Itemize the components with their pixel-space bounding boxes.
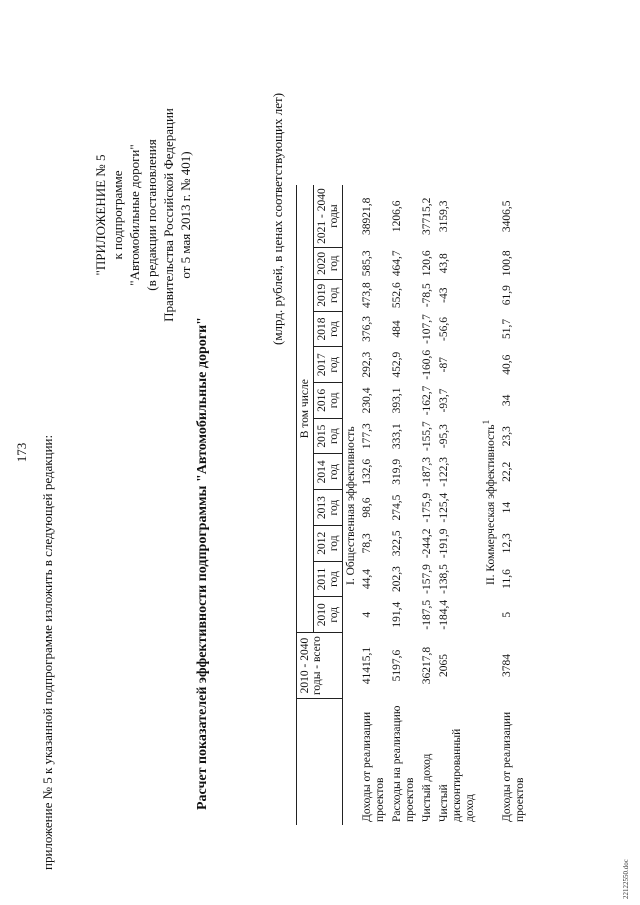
table-cell: 585,3 <box>361 250 373 277</box>
appendix-header <box>92 65 194 365</box>
row-total: 2065 <box>438 654 450 678</box>
year-header: 2015 год <box>314 418 343 454</box>
row-total: 41415,1 <box>361 646 373 685</box>
appendix-line: "Автомобильные дороги" <box>127 144 142 286</box>
table-cell: 319,9 <box>391 458 403 485</box>
table-cell: 37715,2 <box>421 197 433 236</box>
table-cell: 38921,8 <box>361 197 373 236</box>
year-header: 2021 - 2040 годы <box>314 185 343 247</box>
appendix-line: Правительства Российской Федерации <box>161 108 176 322</box>
page-number: 173 <box>14 442 29 463</box>
table-cell: 4 <box>361 611 373 618</box>
efficiency-table <box>296 185 529 825</box>
table-cell: -43 <box>438 287 450 303</box>
table-cell: 40,6 <box>500 354 513 375</box>
table-cell: 78,3 <box>361 533 373 554</box>
table-cell: -162,7 <box>421 385 433 416</box>
table-cell: -160,6 <box>421 349 433 380</box>
table-cell: -95,3 <box>438 424 450 449</box>
year-header: 2013 год <box>314 490 343 526</box>
table-cell: -107,7 <box>421 314 433 344</box>
row-label: Доходы от реализации проектов <box>361 711 386 822</box>
footer-code: 22122550.doc <box>622 859 630 899</box>
table-cell: 120,6 <box>421 250 433 277</box>
table-cell: 484 <box>391 320 403 338</box>
year-header: 2011 год <box>314 561 343 597</box>
table-cell: -78,5 <box>421 283 433 308</box>
table-cell: 98,6 <box>361 497 373 518</box>
table-cell: 11,6 <box>500 569 513 589</box>
table-cell: -187,3 <box>421 457 433 487</box>
table-cell: 552,6 <box>391 282 403 309</box>
row-label: Чистый дисконтированный доход <box>438 728 476 822</box>
appendix-line: к подпрограмме <box>110 170 125 260</box>
table-cell: 100,8 <box>500 250 513 277</box>
table-cell: 452,9 <box>391 351 403 378</box>
table-row <box>359 185 389 825</box>
table-cell: 292,3 <box>361 351 373 378</box>
year-header: 2020 год <box>314 247 343 279</box>
row-label: Доходы от реализации проектов <box>500 711 526 822</box>
table-cell: 14 <box>500 501 513 514</box>
in-that-number-header: В том числе <box>297 185 314 632</box>
table-cell: 5 <box>500 611 513 618</box>
row-total: 5197,6 <box>391 649 403 682</box>
table-cell: 61,9 <box>500 285 513 306</box>
row-total: 3784 <box>500 654 513 678</box>
table-cell: 44,4 <box>361 568 373 590</box>
table-row <box>499 185 529 825</box>
year-header: 2016 год <box>314 383 343 419</box>
appendix-line: (в редакции постановления <box>144 139 159 291</box>
table-cell: 177,3 <box>361 423 373 450</box>
section2-rows <box>499 185 529 825</box>
row-label: Расходы на реализацию проектов <box>391 705 416 822</box>
section1-rows <box>359 185 479 825</box>
corner-cell <box>297 699 343 826</box>
table-cell: 23,3 <box>500 426 513 447</box>
table-cell: 464,7 <box>391 250 403 277</box>
year-header: 2017 год <box>314 347 343 383</box>
document-title: Расчет показателей эффективности подпрограммы "Автомобильные дороги" <box>195 317 210 810</box>
table-cell: -93,7 <box>438 388 450 413</box>
table-cell: 274,5 <box>391 494 403 521</box>
year-header: 2010 год <box>314 597 343 633</box>
row-total: 36217,8 <box>421 646 433 685</box>
table-cell: -191,9 <box>438 528 450 559</box>
table-cell: 333,1 <box>391 423 403 450</box>
table-row <box>419 185 436 825</box>
table-cell: 3159,3 <box>438 200 450 233</box>
year-header: 2012 год <box>314 525 343 561</box>
table-cell: 132,6 <box>361 458 373 485</box>
year-header: 2018 год <box>314 311 343 347</box>
table-cell: 22,2 <box>500 461 513 482</box>
appendix-line: "ПРИЛОЖЕНИЕ № 5 <box>93 154 108 276</box>
table-cell: 51,7 <box>500 318 513 340</box>
row-label: Чистый доход <box>421 753 433 822</box>
section-title: I. Общественная эффективность <box>345 426 357 585</box>
year-header: 2014 год <box>314 454 343 490</box>
appendix-line: от 5 мая 2013 г. № 401) <box>178 151 193 279</box>
table-cell: -187,5 <box>421 599 433 630</box>
section-title-text: II. Коммерческая эффективность <box>484 424 497 585</box>
table-cell: -138,5 <box>438 564 450 594</box>
table-cell: -56,6 <box>438 317 450 341</box>
table-cell: -184,4 <box>438 599 450 630</box>
footnote-mark: 1 <box>481 419 492 425</box>
total-col-header: 2010 - 2040 годы - всего <box>297 633 343 699</box>
table-cell: 12,3 <box>500 533 513 554</box>
table-cell: -122,3 <box>438 457 450 487</box>
section-title-2 <box>479 185 499 825</box>
table-cell: 3406,5 <box>500 200 513 233</box>
table-cell: 43,8 <box>438 253 450 274</box>
table-cell: -155,7 <box>421 421 433 451</box>
table-row <box>436 185 479 825</box>
table-cell: 393,1 <box>391 387 403 414</box>
table-cell: -175,9 <box>421 492 433 523</box>
table-row <box>389 185 419 825</box>
table-cell: 230,4 <box>361 387 373 414</box>
unit-note: (млрд. рублей, в ценах соответствующих лет) <box>270 92 285 345</box>
table-cell: 376,3 <box>361 316 373 342</box>
table-cell: 202,3 <box>391 566 403 592</box>
table-cell: 34 <box>500 394 513 407</box>
table-cell: 191,4 <box>391 601 403 628</box>
intro-text: приложение № 5 к указанной подпрограмме изложить в следующей редакции: <box>40 434 55 870</box>
table-cell: 322,5 <box>391 530 403 557</box>
table-cell: 1206,6 <box>391 200 403 233</box>
table-cell: -125,4 <box>438 492 450 523</box>
year-header: 2019 год <box>314 279 343 311</box>
table-cell: -157,9 <box>421 564 433 594</box>
table-cell: 473,8 <box>361 282 373 309</box>
table-cell: -87 <box>438 357 450 373</box>
table-cell: -244,2 <box>421 528 433 559</box>
